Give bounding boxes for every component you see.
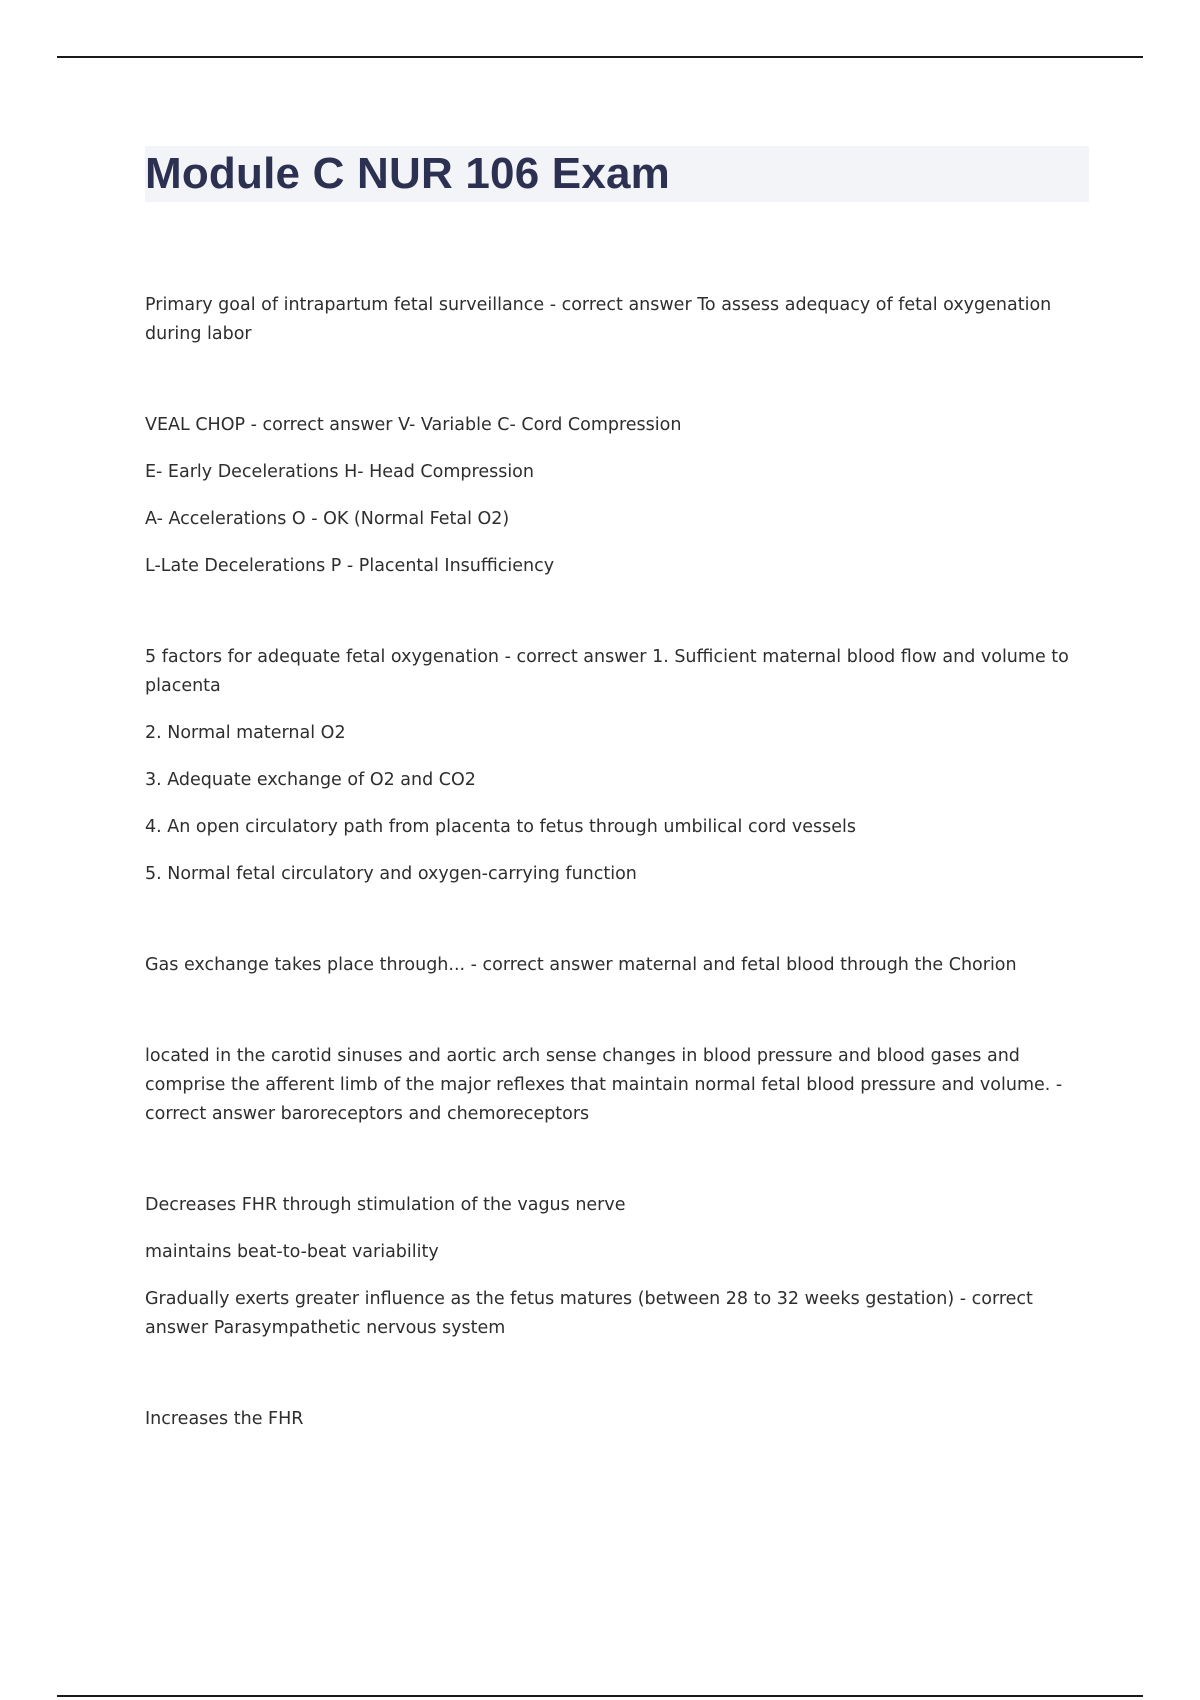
qa-line: Decreases FHR through stimulation of the vagus nerve [145,1195,626,1215]
qa-line: Primary goal of intrapartum fetal surveillance - correct answer To assess adequacy of fetal oxygenation during labor [145,295,1052,344]
qa-line: Gradually exerts greater influence as the fetus matures (between 28 to 32 weeks gestation) - correct answer Parasympathetic nervous system [145,1289,1033,1338]
bottom-rule [57,1695,1143,1697]
qa-line: 2. Normal maternal O2 [145,723,346,743]
qa-line: E- Early Decelerations H- Head Compression [145,462,534,482]
qa-line: VEAL CHOP - correct answer V- Variable C- Cord Compression [145,415,682,435]
title-banner [145,146,1089,202]
qa-line: Gas exchange takes place through... - correct answer maternal and fetal blood through the Chorion [145,955,1017,975]
qa-line: A- Accelerations O - OK (Normal Fetal O2) [145,509,510,529]
qa-item [145,1405,1085,1434]
document-body [145,291,1085,1434]
qa-line: 5. Normal fetal circulatory and oxygen-carrying function [145,864,637,884]
qa-item [145,951,1085,980]
top-rule [57,56,1143,58]
qa-line: 4. An open circulatory path from placenta to fetus through umbilical cord vessels [145,817,856,837]
qa-line: 3. Adequate exchange of O2 and CO2 [145,770,476,790]
qa-item [145,291,1085,349]
qa-line: Increases the FHR [145,1409,304,1429]
qa-line: 5 factors for adequate fetal oxygenation - correct answer 1. Sufficient maternal blood flow and volume to placenta [145,647,1069,696]
qa-item [145,1042,1085,1129]
qa-line: located in the carotid sinuses and aortic arch sense changes in blood pressure and blood gases and comprise the afferent limb of the major reflexes that maintain normal fetal blood pressure and volume. - correct answer baroreceptors and chemoreceptors [145,1046,1063,1124]
qa-item [145,643,1085,889]
qa-item [145,1191,1085,1343]
qa-line: L-Late Decelerations P - Placental Insufficiency [145,556,555,576]
qa-item [145,411,1085,581]
qa-line: maintains beat-to-beat variability [145,1242,439,1262]
page-title: Module C NUR 106 Exam [145,149,671,198]
